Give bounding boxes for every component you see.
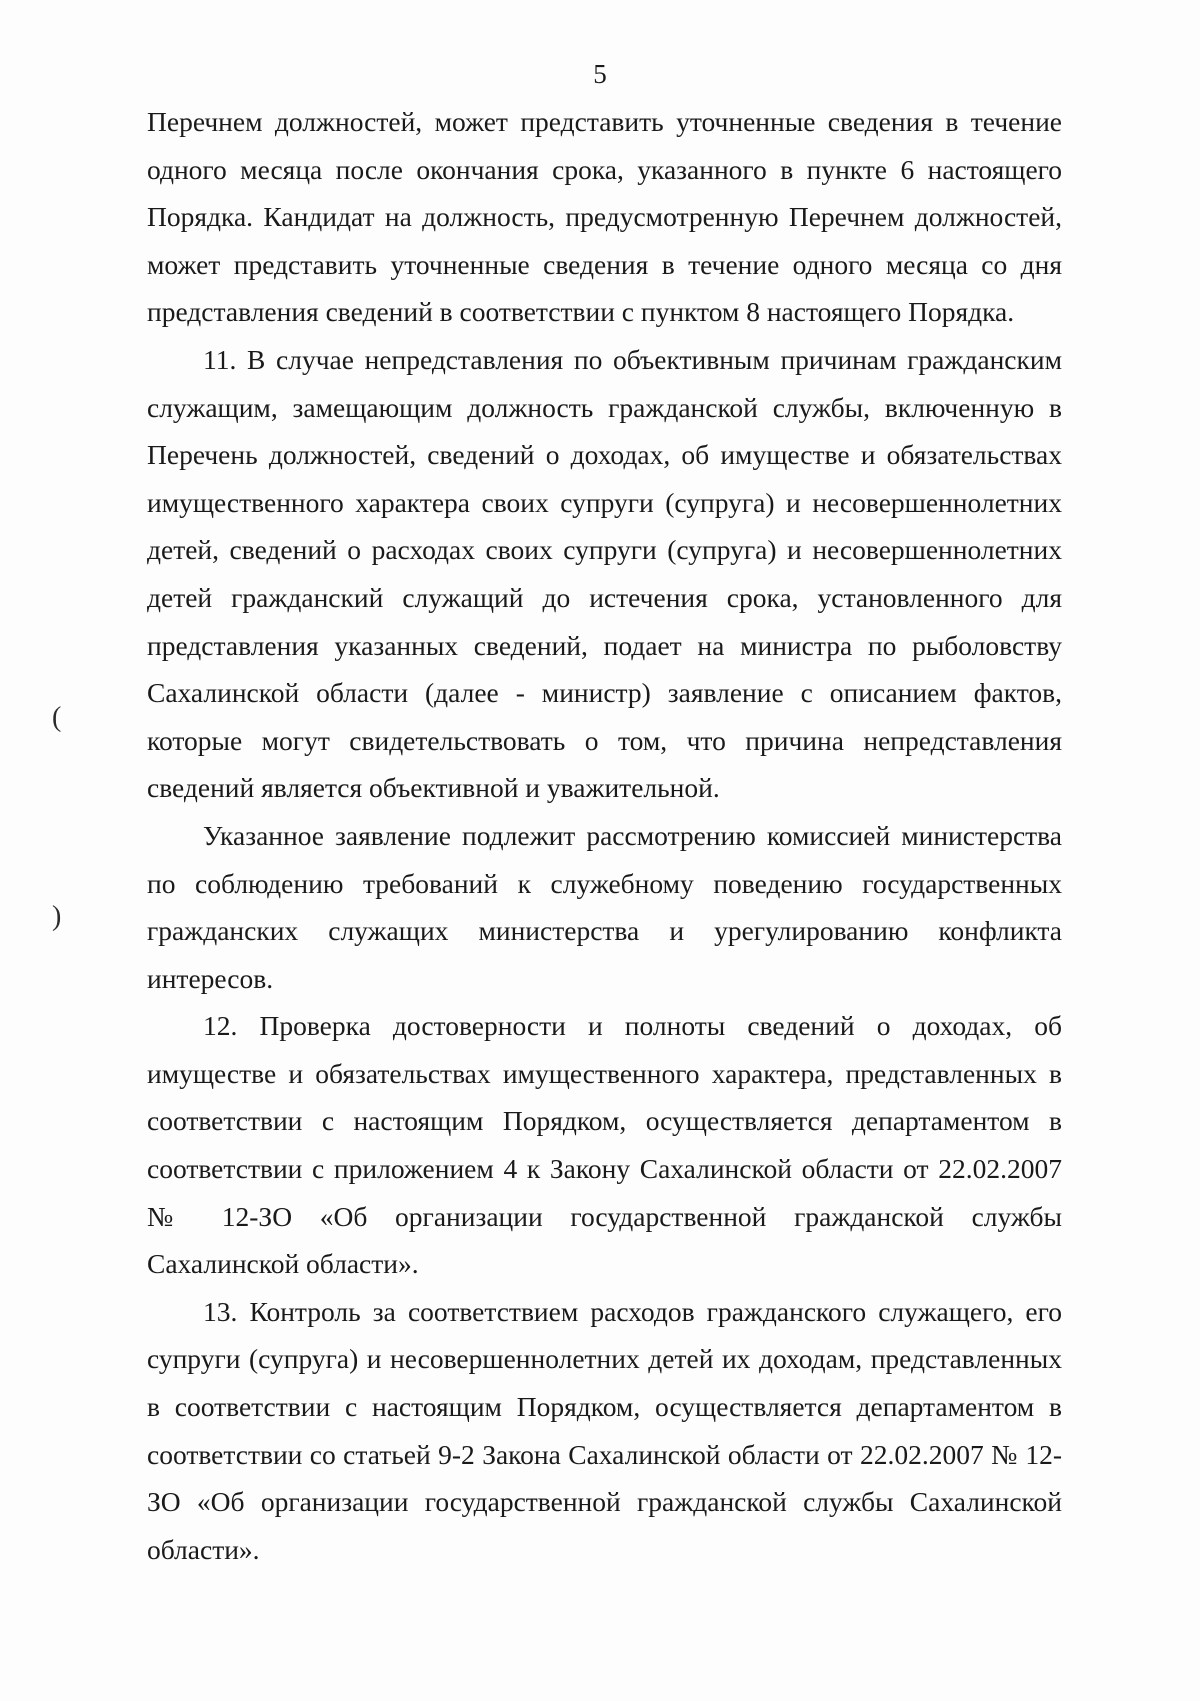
margin-bracket-right: ) bbox=[52, 901, 62, 932]
paragraph-continuation: Перечнем должностей, может представить уточненные сведения в течение одного месяца после окончания срока, указанного в пункте 6 настоящего Порядка. Кандидат на должность, предусмотренную Перечнем должностей, может представить уточненные сведения в течение одного месяца со дня представления сведений в соответствии с пунктом 8 настоящего Порядка. bbox=[147, 106, 1062, 328]
page-number: 5 bbox=[593, 59, 607, 89]
paragraph-item-12: 12. Проверка достоверности и полноты сведений о доходах, об имуществе и обязательствах имущественного характера, представленных в соответствии с настоящим Порядком, осуществляется департаментом в соответствии с приложением 4 к Закону Сахалинской области от 22.02.2007 № 12-ЗО «Об организации государственной гражданской службы Сахалинской области». bbox=[147, 1010, 1062, 1280]
margin-bracket-left: ( bbox=[52, 702, 62, 733]
paragraph-item-11: 11. В случае непредставления по объективным причинам гражданским служащим, замещающим должность гражданской службы, включенную в Перечень должностей, сведений о доходах, об имуществе и обязательствах имущественного характера своих супруги (супруга) и несовершеннолетних детей, сведений о расходах своих супруги (супруга) и несовершеннолетних детей гражданский служащий до истечения срока, установленного для представления указанных сведений, подает на министра по рыболовству Сахалинской области (далее - министр) заявление с описанием фактов, которые могут свидетельствовать о том, что причина непредставления сведений является объективной и уважительной. bbox=[147, 343, 1062, 804]
document-body bbox=[147, 98, 1062, 1573]
paragraph-application-review: Указанное заявление подлежит рассмотрению комиссией министерства по соблюдению требований к служебному поведению государственных гражданских служащих министерства и урегулированию конфликта интересов. bbox=[147, 819, 1062, 994]
paragraph-item-13: 13. Контроль за соответствием расходов гражданского служащего, его супруги (супруга) и несовершеннолетних детей их доходам, представленных в соответствии с настоящим Порядком, осуществляется департаментом в соответствии со статьей 9-2 Закона Сахалинской области от 22.02.2007 № 12-ЗО «Об организации государственной гражданской службы Сахалинской области». bbox=[147, 1295, 1062, 1565]
